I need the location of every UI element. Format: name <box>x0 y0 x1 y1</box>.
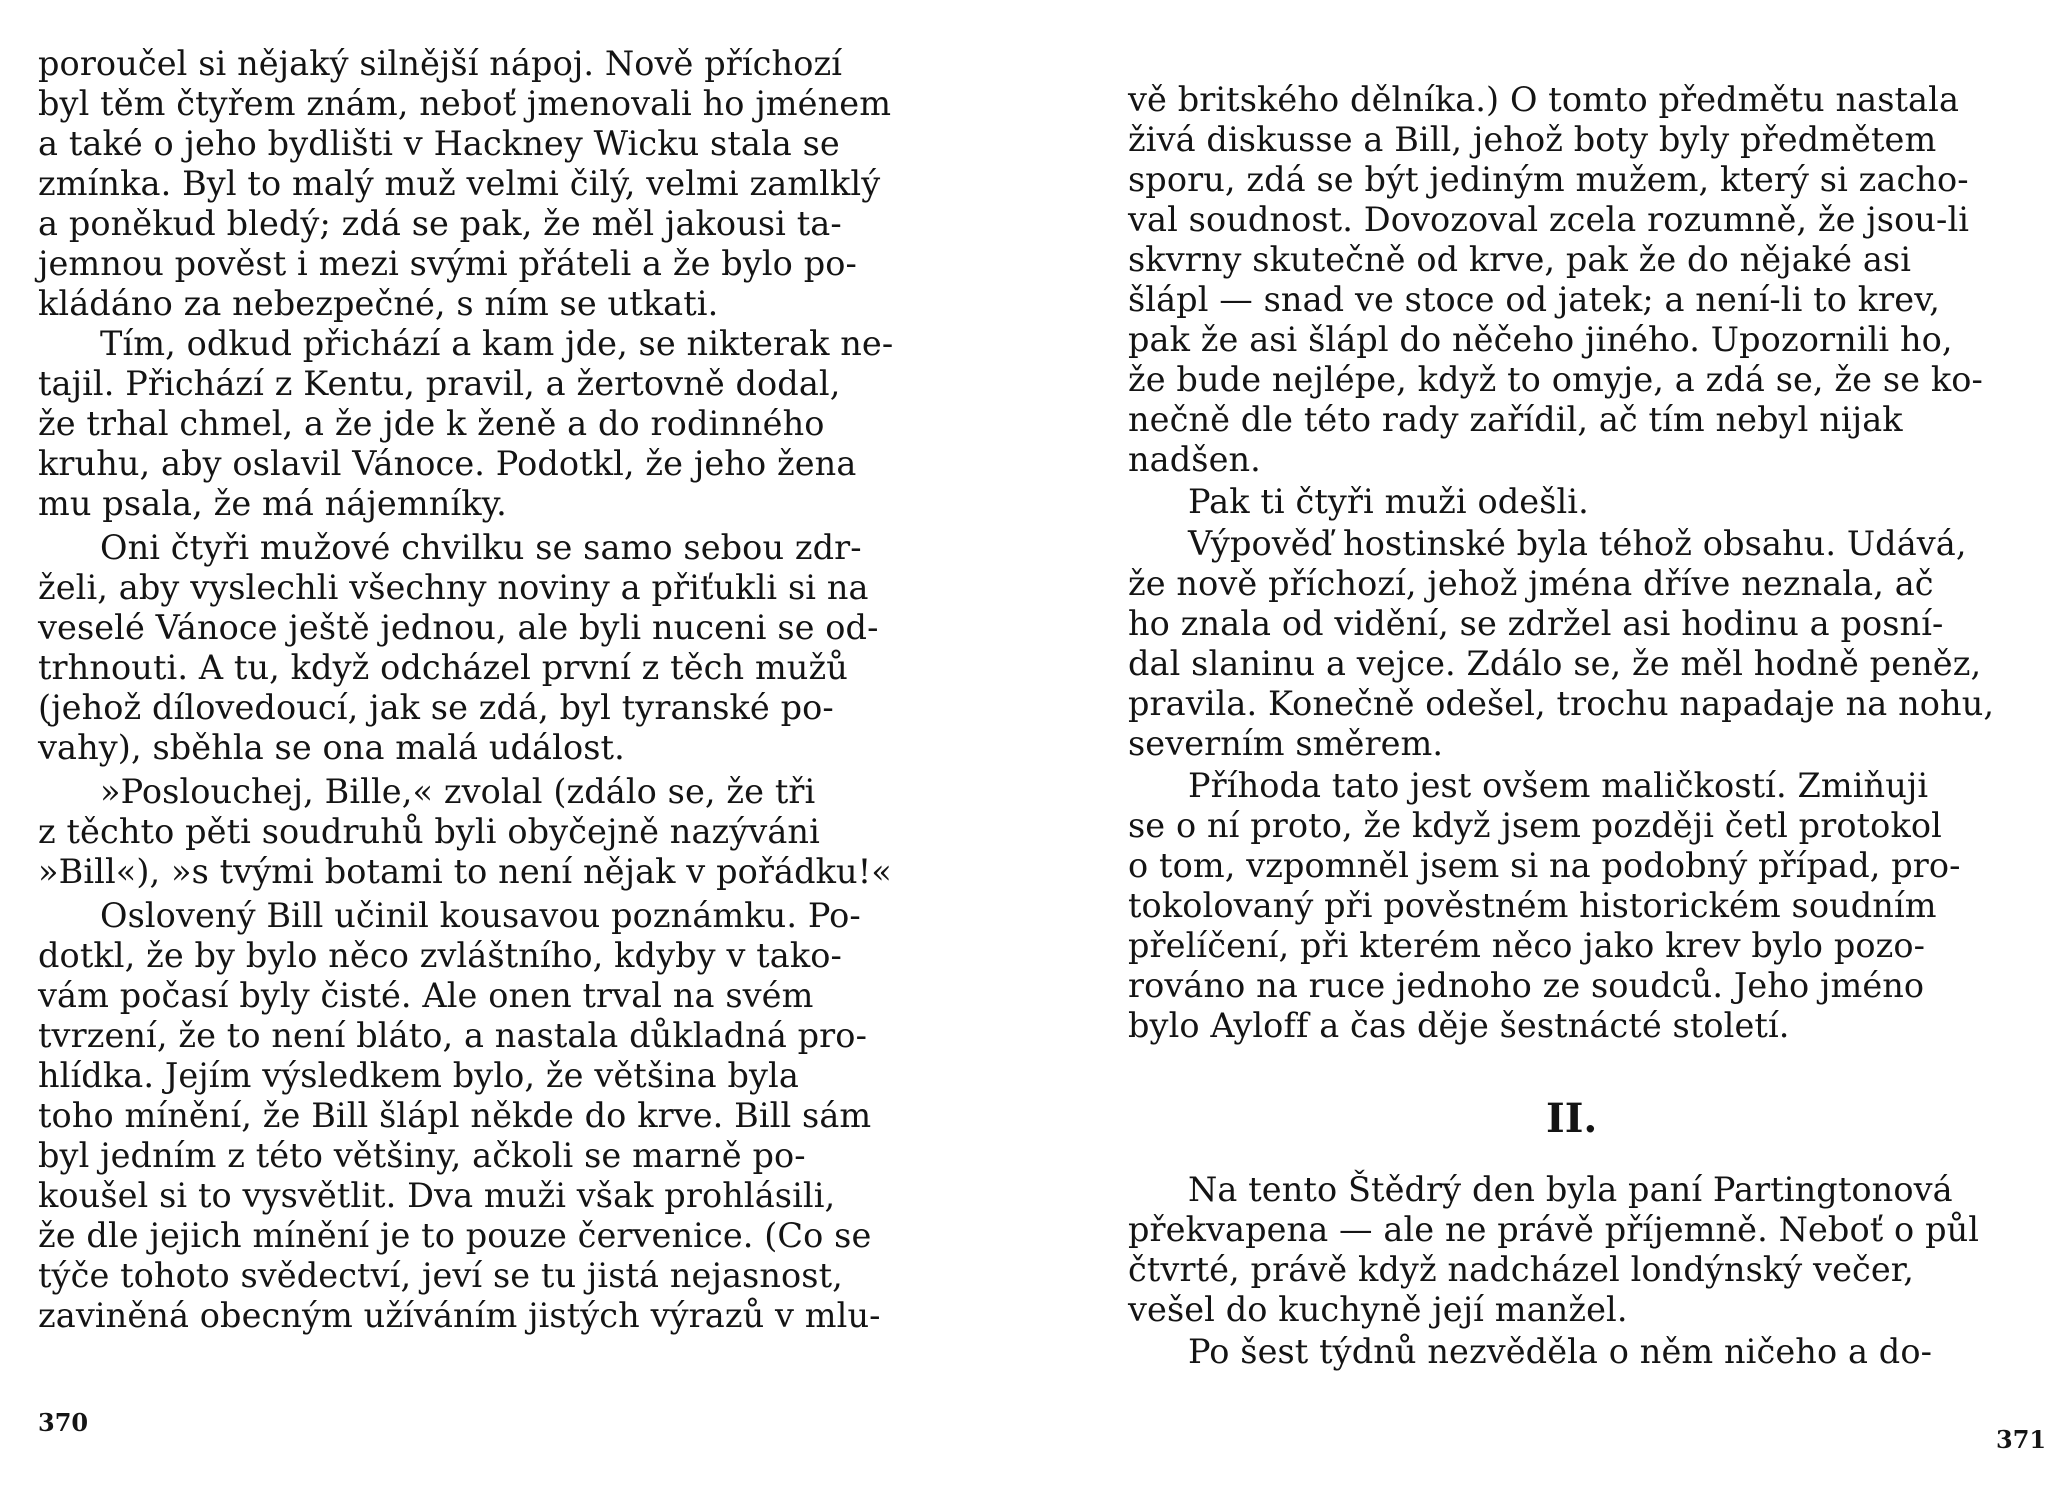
text-line: z těchto pěti soudruhů byli obyčejně nazýváni <box>38 812 820 851</box>
text-line: vahy), sběhla se ona malá událost. <box>38 728 625 767</box>
text-line: nečně dle této rady zařídil, ač tím nebyl nijak <box>1128 400 1903 439</box>
text-line: jemnou pověst i mezi svými přáteli a že bylo po- <box>38 244 857 283</box>
text-line: hlídka. Jejím výsledkem bylo, že většina byla <box>38 1056 799 1095</box>
text-line: severním směrem. <box>1128 724 1444 763</box>
text-line: byl těm čtyřem znám, neboť jmenovali ho jménem <box>38 84 892 123</box>
text-line: Příhoda tato jest ovšem maličkostí. Zmiňuji <box>1188 766 1929 805</box>
text-line: skvrny skutečně od krve, pak že do nějaké asi <box>1128 240 1912 279</box>
text-line: se o ní proto, že když jsem později četl protokol <box>1128 806 1942 845</box>
text-line: Pak ti čtyři muži odešli. <box>1188 482 1589 521</box>
text-line: šlápl — snad ve stoce od jatek; a není-li to krev, <box>1128 280 1940 319</box>
text-line: překvapena — ale ne právě příjemně. Neboť o půl <box>1128 1210 1980 1249</box>
text-line: týče tohoto svědectví, jeví se tu jistá nejasnost, <box>38 1256 843 1295</box>
text-line: (jehož dílovedoucí, jak se zdá, byl tyranské po- <box>38 688 834 727</box>
text-line: že trhal chmel, a že jde k ženě a do rodinného <box>38 404 825 443</box>
text-line: toho mínění, že Bill šlápl někde do krve. Bill sám <box>38 1096 872 1135</box>
text-line: rováno na ruce jednoho ze soudců. Jeho jméno <box>1128 966 1925 1005</box>
text-line: bylo Ayloff a čas děje šestnácté století. <box>1128 1006 1790 1045</box>
text-line: a poněkud bledý; zdá se pak, že měl jakousi ta- <box>38 204 842 243</box>
text-line: koušel si to vysvětlit. Dva muži však prohlásili, <box>38 1176 836 1215</box>
text-line: čtvrté, právě když nadcházel londýnský večer, <box>1128 1250 1914 1289</box>
text-line: Oslovený Bill učinil kousavou poznámku. Po- <box>100 896 861 935</box>
text-line: dal slaninu a vejce. Zdálo se, že měl hodně peněz, <box>1128 644 1982 683</box>
text-line: ho znala od vidění, se zdržel asi hodinu a posní- <box>1128 604 1944 643</box>
right-page <box>1036 0 2072 1500</box>
text-line: Výpověď hostinské byla téhož obsahu. Udává, <box>1188 524 1967 563</box>
text-line: živá diskusse a Bill, jehož boty byly předmětem <box>1128 120 1937 159</box>
text-line: Na tento Štědrý den byla paní Partingtonová <box>1188 1170 1953 1209</box>
text-line: že dle jejich mínění je to pouze červenice. (Co se <box>38 1216 872 1255</box>
text-line: val soudnost. Dovozoval zcela rozumně, že jsou-li <box>1128 200 1970 239</box>
chapter-heading: II. <box>1546 1095 1598 1142</box>
text-line: Po šest týdnů nezvěděla o něm ničeho a do- <box>1188 1332 1933 1371</box>
text-line: Tím, odkud přichází a kam jde, se nikterak ne- <box>100 324 894 363</box>
text-line: a také o jeho bydlišti v Hackney Wicku stala se <box>38 124 840 163</box>
text-line: že bude nejlépe, když to omyje, a zdá se, že se ko- <box>1128 360 1983 399</box>
text-line: nadšen. <box>1128 440 1261 479</box>
text-line: sporu, zdá se být jediným mužem, který si zacho- <box>1128 160 1969 199</box>
text-line: trhnouti. A tu, když odcházel první z těch mužů <box>38 648 848 687</box>
text-line: byl jedním z této většiny, ačkoli se marně po- <box>38 1136 806 1175</box>
text-line: dotkl, že by bylo něco zvláštního, kdyby v tako- <box>38 936 842 975</box>
text-line: vešel do kuchyně její manžel. <box>1128 1290 1628 1329</box>
text-line: poroučel si nějaký silnější nápoj. Nově příchozí <box>38 44 843 83</box>
text-line: »Poslouchej, Bille,« zvolal (zdálo se, že tři <box>100 772 816 811</box>
text-line: že nově příchozí, jehož jména dříve neznala, ač <box>1128 564 1934 603</box>
text-line: kruhu, aby oslavil Vánoce. Podotkl, že jeho žena <box>38 444 857 483</box>
text-line: přelíčení, při kterém něco jako krev bylo pozo- <box>1128 926 1926 965</box>
page-number: 370 <box>38 1408 89 1437</box>
text-line: vě britského dělníka.) O tomto předmětu nastala <box>1128 80 1960 119</box>
text-line: pravila. Konečně odešel, trochu napadaje na nohu, <box>1128 684 1995 723</box>
text-line: pak že asi šlápl do něčeho jiného. Upozornili ho, <box>1128 320 1953 359</box>
text-line: mu psala, že má nájemníky. <box>38 484 507 523</box>
text-line: kládáno za nebezpečné, s ním se utkati. <box>38 284 719 323</box>
text-line: o tom, vzpomněl jsem si na podobný případ, pro- <box>1128 846 1961 885</box>
text-line: Oni čtyři mužové chvilku se samo sebou zdr- <box>100 528 862 567</box>
text-line: »Bill«), »s tvými botami to není nějak v pořádku!« <box>38 852 892 891</box>
text-line: tokolovaný při pověstném historickém soudním <box>1128 886 1937 925</box>
text-line: veselé Vánoce ještě jednou, ale byli nuceni se od- <box>38 608 879 647</box>
text-line: tajil. Přichází z Kentu, pravil, a žertovně dodal, <box>38 364 841 403</box>
text-line: zmínka. Byl to malý muž velmi čilý, velmi zamlklý <box>38 164 881 203</box>
text-line: vám počasí byly čisté. Ale onen trval na svém <box>38 976 814 1015</box>
text-line: zaviněná obecným užíváním jistých výrazů v mlu- <box>38 1296 881 1335</box>
page-number: 371 <box>1996 1425 2047 1454</box>
text-line: tvrzení, že to není bláto, a nastala důkladná pro- <box>38 1016 867 1055</box>
text-line: želi, aby vyslechli všechny noviny a přiťukli si na <box>38 568 869 607</box>
